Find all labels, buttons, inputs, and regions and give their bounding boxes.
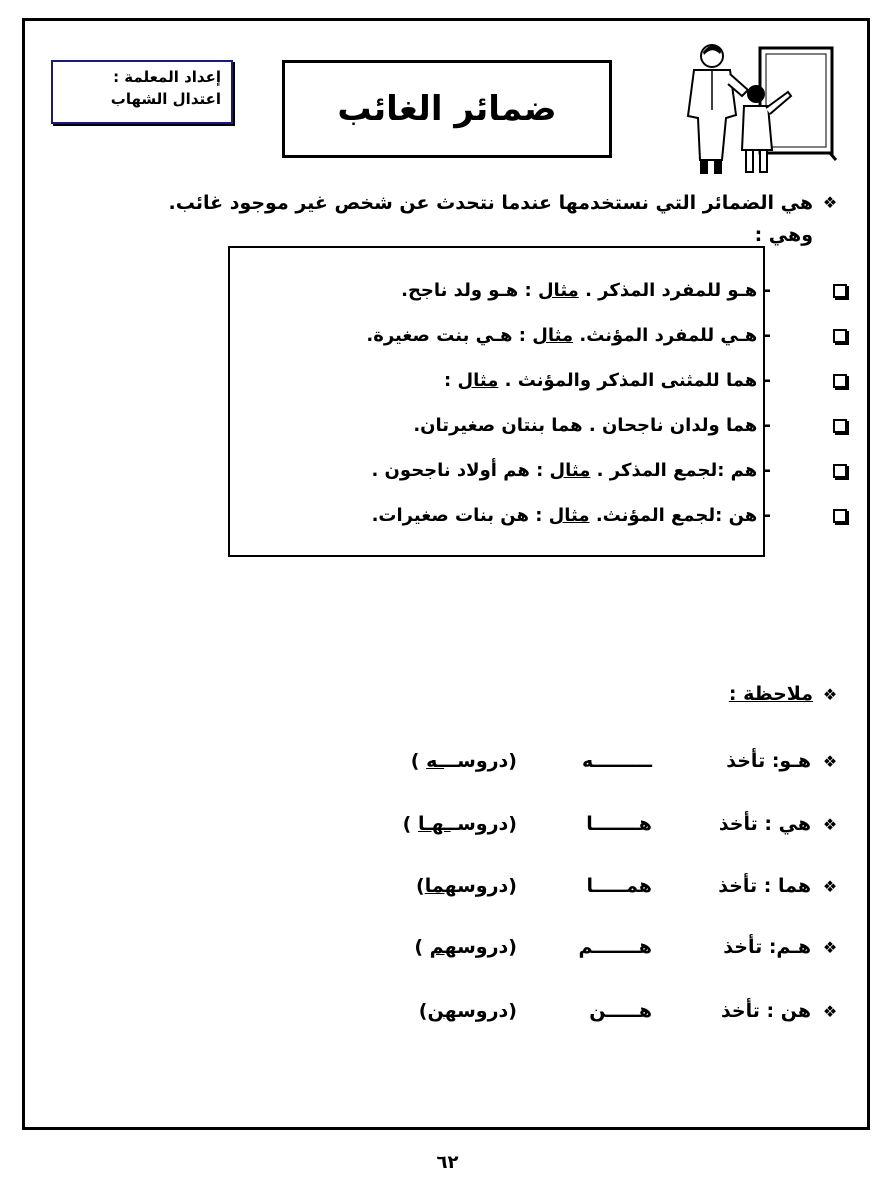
checkbox-icon bbox=[833, 464, 847, 478]
example-suffix: هـــــــا bbox=[586, 813, 652, 835]
example-pronoun: هي : تأخذ bbox=[718, 813, 811, 835]
example-row bbox=[327, 998, 847, 1032]
teacher-board-illustration bbox=[670, 40, 840, 175]
example-row bbox=[327, 811, 847, 845]
example-word: (دروســـه ) bbox=[410, 750, 517, 772]
example-pronoun: هن : تأخذ bbox=[720, 1000, 811, 1022]
diamond-bullet-icon: ❖ bbox=[822, 1002, 838, 1021]
checkbox-icon bbox=[833, 284, 847, 298]
example-word: (دروســهـا ) bbox=[402, 813, 517, 835]
page-title-box bbox=[282, 60, 612, 158]
diamond-bullet-icon: ❖ bbox=[822, 752, 838, 771]
checkbox-icon bbox=[833, 329, 847, 343]
pronoun-text: - هما ولدان ناجحان . هما بنتان صغيرتان. bbox=[413, 415, 771, 436]
example-label: مثال bbox=[548, 505, 590, 526]
checkbox-icon bbox=[833, 509, 847, 523]
list-item bbox=[247, 268, 847, 313]
list-item bbox=[247, 403, 847, 448]
example-word: (دروسهما) bbox=[416, 875, 517, 897]
diamond-bullet-icon: ❖ bbox=[822, 815, 838, 834]
example-suffix: هـــــن bbox=[589, 1000, 652, 1022]
list-item bbox=[247, 358, 847, 403]
example-label: مثال bbox=[537, 280, 579, 301]
page-number: ٦٢ bbox=[436, 1152, 459, 1173]
author-box bbox=[51, 60, 233, 124]
example-pronoun: هما : تأخذ bbox=[718, 875, 811, 897]
lead-in-text: وهي : bbox=[754, 224, 813, 246]
list-item bbox=[247, 313, 847, 358]
pronoun-text: - هـي للمفرد المؤنث. مثال : هـي بنت صغيرة. bbox=[366, 325, 771, 346]
checkbox-icon bbox=[833, 419, 847, 433]
example-suffix: ـــــــــه bbox=[582, 750, 652, 772]
definition-text: هي الضمائر التي نستخدمها عندما نتحدث عن شخص غير موجود غائب. bbox=[168, 192, 813, 214]
example-suffix: همـــــا bbox=[586, 875, 652, 897]
author-label: إعداد المعلمة : bbox=[113, 68, 221, 86]
diamond-bullet-icon: ❖ bbox=[822, 193, 838, 212]
pronoun-text: - هـو للمفرد المذكر . مثال : هـو ولد ناجح. bbox=[401, 280, 771, 301]
intro-section bbox=[47, 188, 847, 248]
pronoun-text: - هن :لجمع المؤنث. مثال : هن بنات صغيرات. bbox=[371, 505, 771, 526]
example-word: (دروسهم ) bbox=[414, 936, 517, 958]
page-title: ضمائر الغائب bbox=[337, 89, 557, 129]
example-pronoun: هـو: تأخذ bbox=[726, 750, 811, 772]
example-row bbox=[327, 748, 847, 782]
diamond-bullet-icon: ❖ bbox=[822, 877, 838, 896]
checkbox-icon bbox=[833, 374, 847, 388]
example-label: مثال bbox=[549, 460, 591, 481]
list-item bbox=[247, 493, 847, 538]
author-name: اعتدال الشهاب bbox=[110, 90, 221, 108]
pronoun-text: - هم :لجمع المذكر . مثال : هم أولاد ناجحون . bbox=[371, 460, 771, 481]
note-heading bbox=[729, 683, 847, 705]
example-row bbox=[327, 873, 847, 907]
note-label: ملاحظة : bbox=[728, 683, 813, 705]
example-label: مثال bbox=[532, 325, 574, 346]
example-row bbox=[327, 934, 847, 968]
diamond-bullet-icon: ❖ bbox=[822, 684, 838, 704]
pronoun-list bbox=[247, 268, 847, 538]
example-label: مثال bbox=[457, 370, 499, 391]
example-suffix: هـــــــم bbox=[578, 936, 652, 958]
example-pronoun: هـم: تأخذ bbox=[723, 936, 811, 958]
pronoun-text: - هما للمثنى المذكر والمؤنث . مثال : bbox=[444, 370, 771, 391]
diamond-bullet-icon: ❖ bbox=[822, 938, 838, 957]
example-word: (دروسهن) bbox=[418, 1000, 517, 1022]
list-item bbox=[247, 448, 847, 493]
